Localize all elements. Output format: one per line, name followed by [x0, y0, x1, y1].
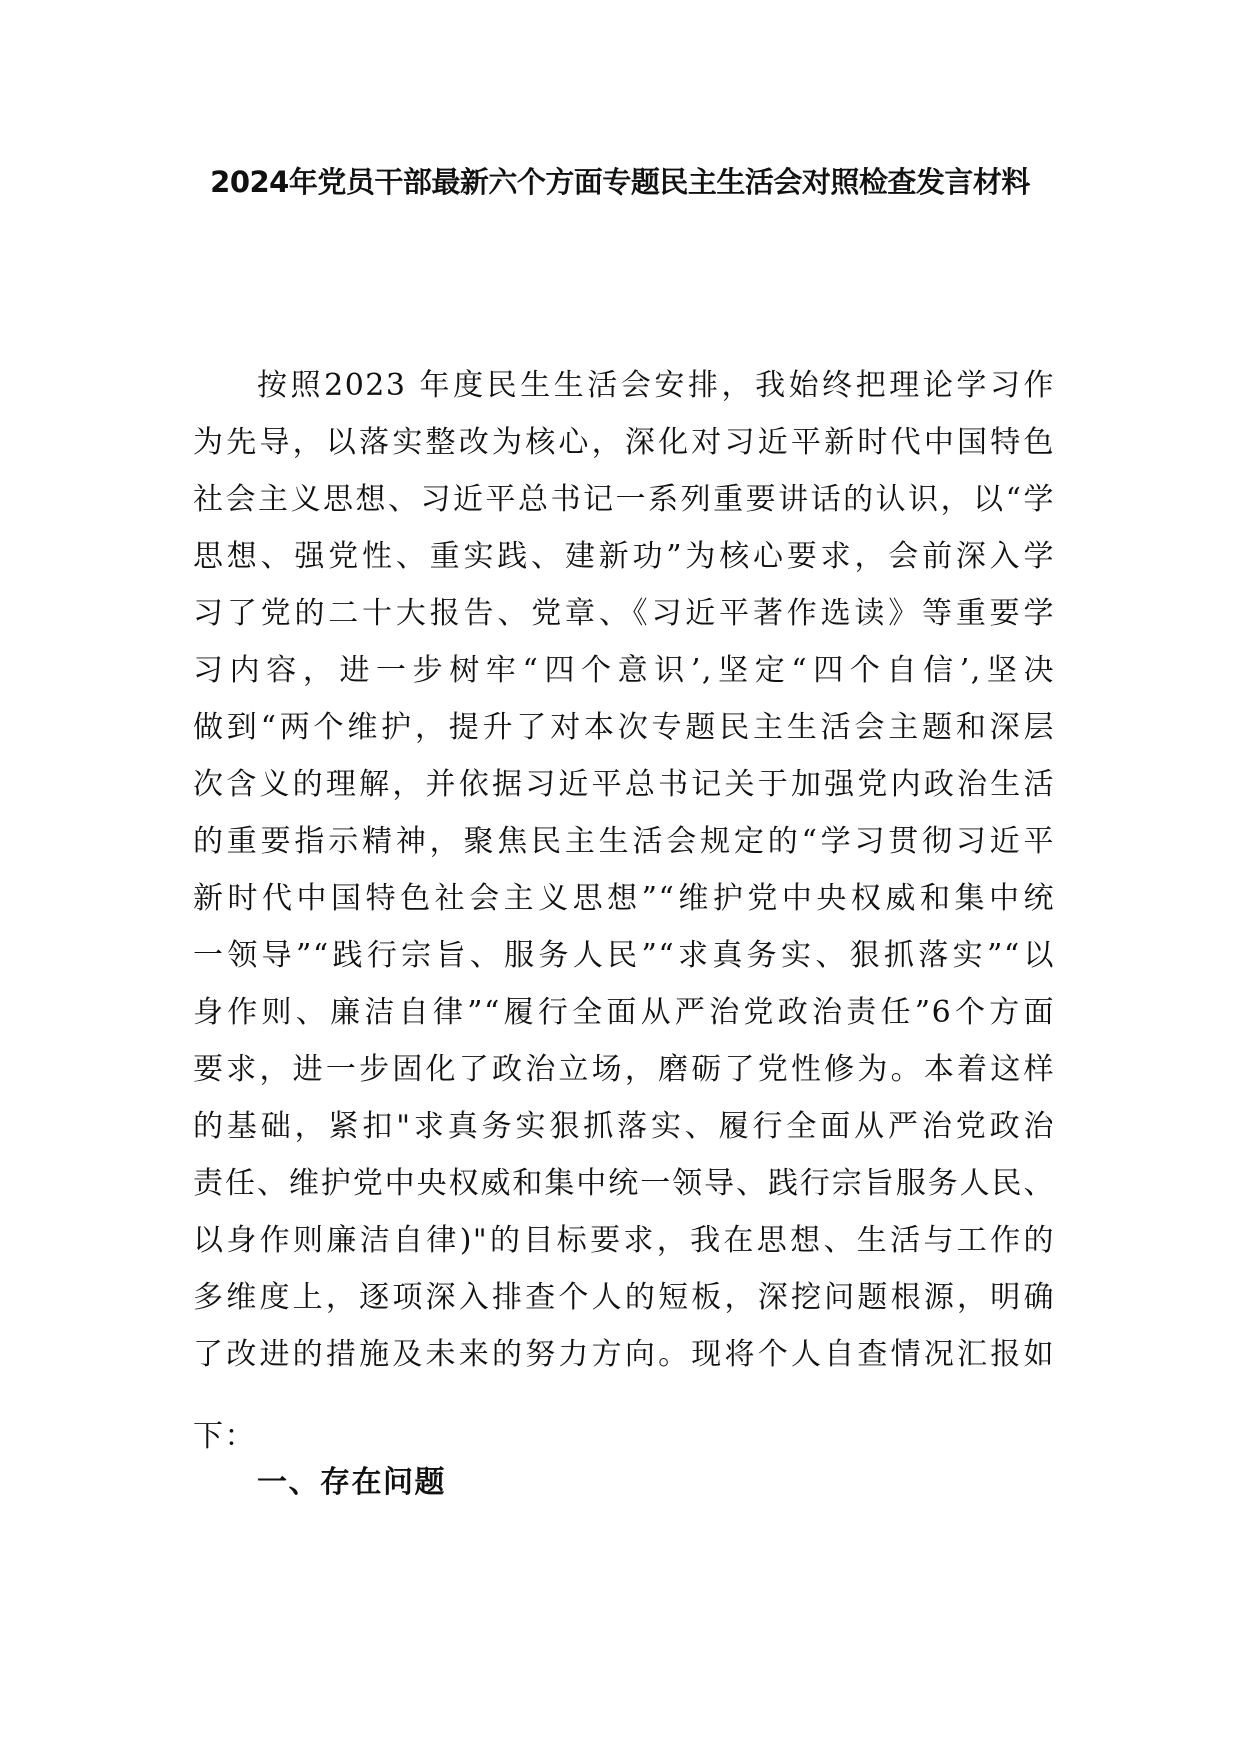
- paragraph-line: 次含义的理解，并依据习近平总书记关于加强党内政治生活: [193, 767, 1055, 802]
- paragraph-line: 思想、强党性、重实践、建新功”为核心要求，会前深入学: [193, 539, 1055, 574]
- section-heading: 一、存在问题: [257, 1465, 446, 1500]
- paragraph-line: 为先导，以落实整改为核心，深化对习近平新时代中国特色: [193, 425, 1055, 460]
- paragraph-line: 的重要指示精神，聚焦民主生活会规定的“学习贯彻习近平: [193, 824, 1055, 859]
- paragraph-line: 了改进的措施及未来的努力方向。现将个人自查情况汇报如: [193, 1337, 1055, 1372]
- paragraph-line: 做到“两个维护，提升了对本次专题民主生活会主题和深层: [193, 710, 1055, 745]
- paragraph-line: 以身作则廉洁自律)"的目标要求，我在思想、生活与工作的: [193, 1223, 1055, 1258]
- paragraph-line: 多维度上，逐项深入排查个人的短板，深挖问题根源，明确: [193, 1280, 1055, 1315]
- paragraph-line: 社会主义思想、习近平总书记一系列重要讲话的认识，以“学: [193, 482, 1055, 517]
- paragraph-line: 要求，进一步固化了政治立场，磨砺了党性修为。本着这样: [193, 1052, 1055, 1087]
- paragraph-line: 新时代中国特色社会主义思想”“维护党中央权威和集中统: [193, 881, 1055, 916]
- document-title: 2024年党员干部最新六个方面专题民主生活会对照检查发言材料: [210, 165, 1030, 199]
- paragraph-line-last: 下：: [193, 1419, 256, 1454]
- paragraph-line: 的基础，紧扣"求真务实狠抓落实、履行全面从严治党政治: [193, 1109, 1055, 1144]
- paragraph-line: 习内容，进一步树牢“四个意识’,坚定“四个自信’,坚决: [193, 653, 1055, 688]
- paragraph-line: 习了党的二十大报告、党章、《习近平著作选读》等重要学: [193, 596, 1055, 631]
- paragraph-line: 身作则、廉洁自律”“履行全面从严治党政治责任”6个方面: [193, 995, 1055, 1030]
- paragraph-line: 责任、维护党中央权威和集中统一领导、践行宗旨服务人民、: [193, 1166, 1055, 1201]
- intro-paragraph: [193, 357, 1055, 1465]
- paragraph-line: 按照2023 年度民生生活会安排，我始终把理论学习作: [257, 368, 1055, 403]
- paragraph-line: 一领导”“践行宗旨、服务人民”“求真务实、狠抓落实”“以: [193, 938, 1055, 973]
